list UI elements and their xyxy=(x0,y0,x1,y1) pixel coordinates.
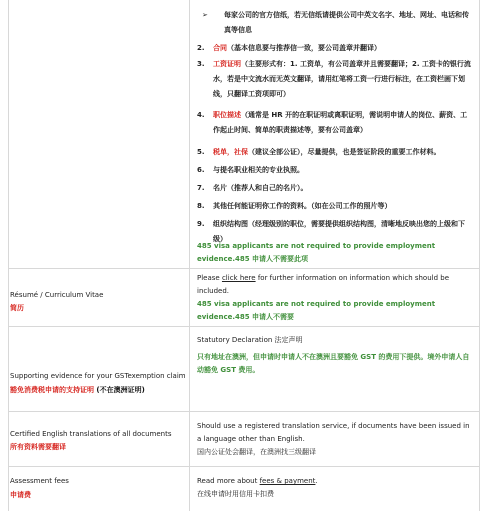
item-text: （主要形式有：1. 工资单，有公司盖章并且需要翻译；2. 工资卡的银行流水，若是中文流水而无英文翻译，请用红笔将工资一行进行标注，在工资栏画下划线，只翻译工资项即可） xyxy=(213,60,471,98)
content-text-cn: 在线申请时用信用卡扣费 xyxy=(197,490,274,498)
row-divider xyxy=(8,268,480,269)
row-content xyxy=(197,475,471,501)
bullet-text: 每家公司的官方信纸，若无信纸请提供公司中英文名字、地址、网址、电话和传真等信息 xyxy=(224,11,469,34)
list-item xyxy=(197,57,471,102)
list-item xyxy=(197,41,471,56)
list-item xyxy=(197,181,471,196)
row-content xyxy=(197,334,471,377)
item-highlight: 合同 xyxy=(213,44,227,52)
table-border-left xyxy=(8,0,9,511)
click-here-link[interactable]: click here xyxy=(221,274,256,282)
arrow-bullet-icon: ➢ xyxy=(202,11,208,19)
content-text-cn: 国内公证处会翻译，在澳洲找三级翻译 xyxy=(197,448,316,456)
content-text: Read more about xyxy=(197,477,260,485)
row-label-cn: 简历 xyxy=(10,304,24,312)
row-divider xyxy=(8,466,480,467)
item-number: 5. xyxy=(197,148,205,156)
row-divider xyxy=(8,411,480,412)
item-number: 4. xyxy=(197,111,205,119)
item-number: 7. xyxy=(197,184,205,192)
table-column-divider xyxy=(189,0,190,511)
item-text: （基本信息要与推荐信一致，要公司盖章并翻译） xyxy=(227,44,381,52)
row-label-en: Certified English translations of all documents xyxy=(10,430,172,438)
row-label-en: Résumé / Curriculum Vitae xyxy=(10,291,104,299)
item-text: （建议全部公证），尽量提供，也是签证阶段的重要工作材料。 xyxy=(248,148,441,156)
item-text: 组织结构图（经理级别的职位，需要提供组织结构图，清晰地反映出您的上级和下级） xyxy=(213,220,465,243)
content-text: . xyxy=(315,477,318,485)
row-label-en: Supporting evidence for your GSTexemption claim xyxy=(10,372,186,380)
list-item xyxy=(197,145,471,160)
item-highlight: 税单，社保 xyxy=(213,148,248,156)
list-item xyxy=(197,199,471,214)
row-divider xyxy=(8,326,480,327)
item-number: 2. xyxy=(197,44,205,52)
content-text: for further information on information which should be included. xyxy=(197,274,450,295)
item-number: 9. xyxy=(197,220,205,228)
content-text: Should use a registered translation service, if documents have been issued in a language other than English. xyxy=(197,422,470,443)
row-content xyxy=(197,272,471,324)
label-cn-note: (不在澳洲证明) xyxy=(94,386,145,394)
label-cn-red: 豁免消费税申请的支持证明 xyxy=(10,386,94,394)
row-label-en: Assessment fees xyxy=(10,477,69,485)
gst-note: 只有地址在澳洲，但申请时申请人不在澳洲且要豁免 GST 的费用下提供。境外申请人自动豁免 GST 费用。 xyxy=(197,353,470,374)
item-number: 8. xyxy=(197,202,205,210)
row-label-cn xyxy=(10,385,145,395)
row-content xyxy=(197,420,471,459)
row-label-cn: 所有资料需要翻译 xyxy=(10,443,66,451)
note-485: 485 visa applicants are not required to provide employment evidence.485 申请人不需要此项 xyxy=(197,242,436,263)
item-text: 其他任何能证明你工作的资料。（如在公司工作的照片等） xyxy=(213,202,392,210)
fees-payment-link[interactable]: fees & payment xyxy=(259,477,316,485)
item-number: 3. xyxy=(197,60,205,68)
item-highlight: 工资证明 xyxy=(213,60,241,68)
list-item xyxy=(197,163,471,178)
table-border-right xyxy=(479,0,480,511)
row-label-cn: 申请费 xyxy=(10,491,31,499)
item-text: （通常是 HR 开的在职证明或离职证明，需说明申请人的岗位、薪资、工作起止时间、简单的职责描述等，要有公司盖章） xyxy=(213,111,468,134)
item-number: 6. xyxy=(197,166,205,174)
list-item xyxy=(197,108,471,138)
content-text: Statutory Declaration 法定声明 xyxy=(197,336,303,344)
item-text: 与提名职业相关的专业执照。 xyxy=(213,166,304,174)
item-text: 名片（推荐人和自己的名片）。 xyxy=(213,184,308,192)
note-485: 485 visa applicants are not required to provide employment evidence.485 申请人不需要 xyxy=(197,300,436,321)
bullet-item xyxy=(202,8,470,38)
item-highlight: 职位描述 xyxy=(213,111,241,119)
content-text: Please xyxy=(197,274,222,282)
